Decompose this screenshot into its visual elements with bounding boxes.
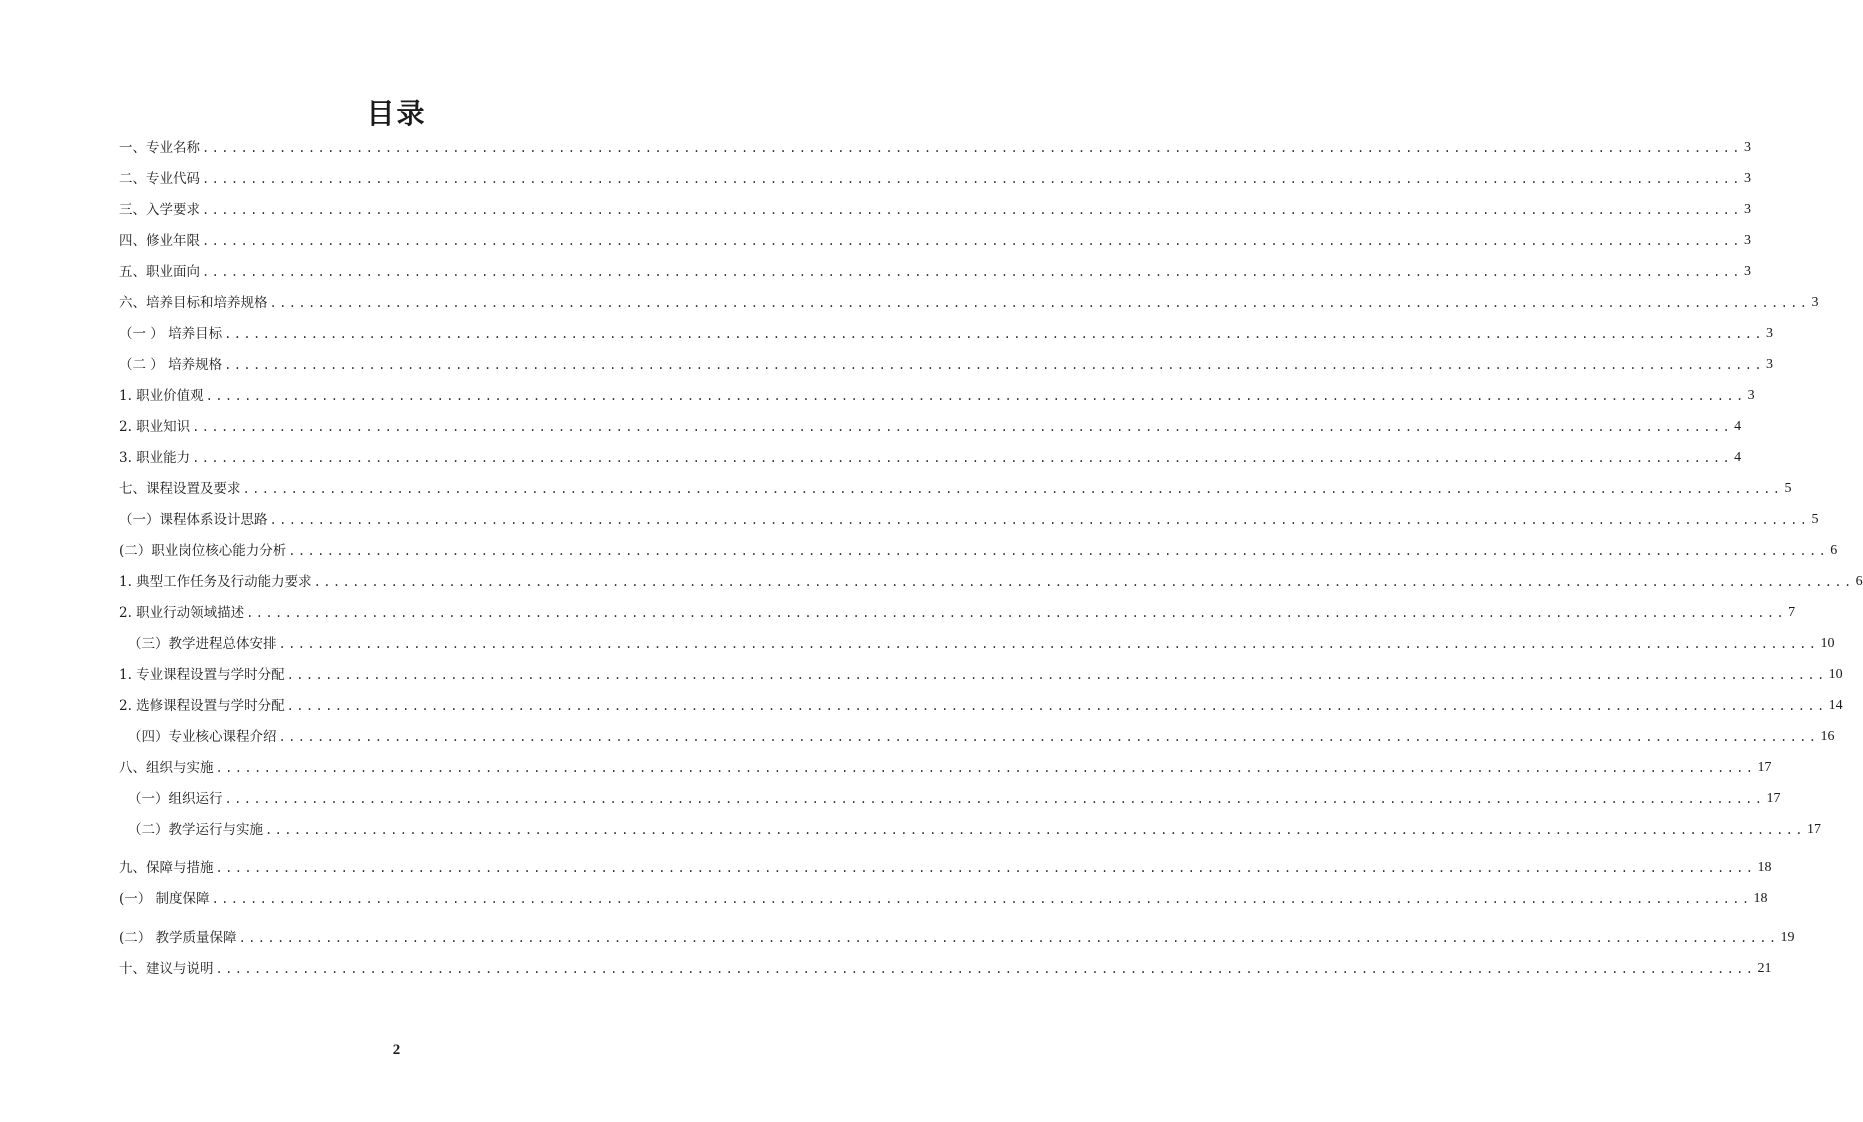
- toc-entry-page: 17: [1757, 760, 1772, 775]
- toc-dot-leader: ................................................................................................................................................................: [192, 451, 1733, 465]
- toc-entry[interactable]: [119, 924, 1795, 948]
- toc-entry[interactable]: [119, 785, 1781, 809]
- toc-entry-page: 3: [1766, 357, 1774, 372]
- toc-entry-label: 十、建议与说明: [119, 961, 214, 977]
- toc-entry-page: 19: [1780, 930, 1795, 945]
- toc-dot-leader: ................................................................................................................................................................: [246, 606, 1787, 620]
- toc-dot-leader: ................................................................................................................................................................: [313, 575, 1854, 589]
- toc-entry-label: (二）职业岗位核心能力分析: [119, 543, 287, 559]
- toc-entry-page: 3: [1743, 140, 1751, 155]
- toc-entry-label: （一 ） 培养目标: [119, 326, 223, 342]
- toc-entry-page: 14: [1828, 698, 1843, 713]
- toc-dot-leader: ................................................................................................................................................................: [202, 172, 1742, 186]
- toc-entry-label: 二、专业代码: [119, 171, 200, 187]
- toc-entry-page: 17: [1806, 822, 1821, 837]
- toc-dot-leader: ................................................................................................................................................................: [278, 637, 1819, 651]
- page-number: 2: [392, 1042, 401, 1058]
- toc-entry-page: 3: [1743, 202, 1751, 217]
- toc-entry[interactable]: [119, 599, 1796, 623]
- toc-entry[interactable]: [119, 537, 1838, 561]
- toc-dot-leader: ................................................................................................................................................................: [205, 389, 1746, 403]
- toc-entry[interactable]: [119, 165, 1751, 189]
- toc-entry-label: 四、修业年限: [119, 233, 200, 249]
- toc-entry-label: 一、专业名称: [119, 140, 200, 156]
- toc-dot-leader: ................................................................................................................................................................: [278, 730, 1819, 744]
- toc-entry-label: (一） 制度保障: [119, 891, 210, 907]
- toc-dot-leader: ................................................................................................................................................................: [202, 141, 1742, 155]
- toc-entry-page: 7: [1788, 605, 1796, 620]
- toc-dot-leader: ................................................................................................................................................................: [202, 203, 1742, 217]
- toc-entry-label: （二 ） 培养规格: [119, 357, 223, 373]
- toc-dot-leader: ................................................................................................................................................................: [202, 234, 1742, 248]
- toc-dot-leader: ................................................................................................................................................................: [286, 699, 1827, 713]
- toc-entry[interactable]: [119, 630, 1835, 654]
- toc-dot-leader: ................................................................................................................................................................: [288, 544, 1829, 558]
- toc-entry-label: 1. 典型工作任务及行动能力要求: [119, 574, 312, 590]
- toc-entry[interactable]: [119, 444, 1742, 468]
- toc-entry[interactable]: [119, 661, 1843, 685]
- toc-entry-page: 4: [1734, 419, 1742, 434]
- toc-dot-leader: ................................................................................................................................................................: [269, 513, 1810, 527]
- toc-entry-label: （一）课程体系设计思路: [119, 512, 268, 528]
- toc-dot-leader: ................................................................................................................................................................: [286, 668, 1827, 682]
- toc-entry-page: 6: [1830, 543, 1838, 558]
- toc-entry-label: 九、保障与措施: [119, 860, 214, 876]
- toc-entry[interactable]: [119, 568, 1863, 592]
- toc-entry-page: 3: [1766, 326, 1774, 341]
- toc-dot-leader: ................................................................................................................................................................: [242, 482, 1783, 496]
- toc-entry-label: 2. 职业知识: [119, 419, 191, 435]
- toc-entry-page: 3: [1743, 264, 1751, 279]
- toc-entry-label: (二） 教学质量保障: [119, 930, 237, 946]
- toc-entry[interactable]: [119, 196, 1751, 220]
- toc-entry-page: 4: [1734, 450, 1742, 465]
- toc-dot-leader: ................................................................................................................................................................: [215, 761, 1756, 775]
- toc-entry-page: 21: [1757, 961, 1772, 976]
- toc-entry[interactable]: [119, 692, 1843, 716]
- toc-entry[interactable]: [119, 413, 1742, 437]
- toc-entry-page: 3: [1743, 171, 1751, 186]
- toc-entry-label: 1. 职业价值观: [119, 388, 204, 404]
- page-title: 目录: [366, 97, 427, 130]
- toc-dot-leader: ................................................................................................................................................................: [265, 823, 1805, 837]
- toc-entry-label: 3. 职业能力: [119, 450, 191, 466]
- toc-entry-label: 五、职业面向: [119, 264, 200, 280]
- toc-entry[interactable]: [119, 382, 1755, 406]
- toc-entry[interactable]: [119, 351, 1774, 375]
- toc-entry[interactable]: [119, 506, 1819, 530]
- toc-dot-leader: ................................................................................................................................................................: [238, 931, 1779, 945]
- toc-entry[interactable]: [119, 227, 1751, 251]
- toc-entry-page: 3: [1811, 295, 1819, 310]
- toc-entry-label: 1. 专业课程设置与学时分配: [119, 667, 285, 683]
- toc-entry-label: 三、入学要求: [119, 202, 200, 218]
- toc-entry-page: 10: [1820, 636, 1835, 651]
- toc-entry[interactable]: [119, 854, 1772, 878]
- toc-entry-page: 3: [1743, 233, 1751, 248]
- toc-entry[interactable]: [119, 134, 1751, 158]
- toc-entry-page: 18: [1757, 860, 1772, 875]
- toc-entry-label: （一）组织运行: [128, 791, 223, 807]
- toc-entry-label: （三）教学进程总体安排: [128, 636, 277, 652]
- toc-dot-leader: ................................................................................................................................................................: [211, 892, 1752, 906]
- toc-entry[interactable]: [119, 258, 1751, 282]
- toc-entry-page: 5: [1811, 512, 1819, 527]
- toc-entry[interactable]: [119, 289, 1819, 313]
- toc-dot-leader: ................................................................................................................................................................: [269, 296, 1810, 310]
- toc-dot-leader: ................................................................................................................................................................: [215, 861, 1756, 875]
- toc-dot-leader: ................................................................................................................................................................: [224, 792, 1765, 806]
- toc-entry-page: 6: [1855, 574, 1863, 589]
- toc-entry-label: 六、培养目标和培养规格: [119, 295, 268, 311]
- toc-dot-leader: ................................................................................................................................................................: [224, 358, 1765, 372]
- toc-entry[interactable]: [119, 885, 1768, 909]
- toc-entry-page: 16: [1820, 729, 1835, 744]
- toc-dot-leader: ................................................................................................................................................................: [224, 327, 1765, 341]
- toc-entry[interactable]: [119, 754, 1772, 778]
- toc-entry-label: （二）教学运行与实施: [128, 822, 263, 838]
- toc-entry-page: 5: [1784, 481, 1792, 496]
- toc-dot-leader: ................................................................................................................................................................: [202, 265, 1742, 279]
- toc-dot-leader: ................................................................................................................................................................: [215, 962, 1756, 976]
- toc-entry-label: 七、课程设置及要求: [119, 481, 241, 497]
- toc-dot-leader: ................................................................................................................................................................: [192, 420, 1733, 434]
- toc-entry-label: 八、组织与实施: [119, 760, 214, 776]
- toc-entry-label: （四）专业核心课程介绍: [128, 729, 277, 745]
- toc-entry[interactable]: [119, 320, 1774, 344]
- toc-entry-page: 18: [1753, 891, 1768, 906]
- toc-entry-page: 10: [1828, 667, 1843, 682]
- toc-entry-label: 2. 职业行动领域描述: [119, 605, 245, 621]
- toc-entry-page: 17: [1766, 791, 1781, 806]
- toc-entry[interactable]: [119, 723, 1835, 747]
- toc-entry[interactable]: [119, 816, 1821, 840]
- toc-entry-label: 2. 选修课程设置与学时分配: [119, 698, 285, 714]
- toc-entry[interactable]: [119, 475, 1792, 499]
- toc-entry-page: 3: [1747, 388, 1755, 403]
- toc-entry[interactable]: [119, 955, 1772, 979]
